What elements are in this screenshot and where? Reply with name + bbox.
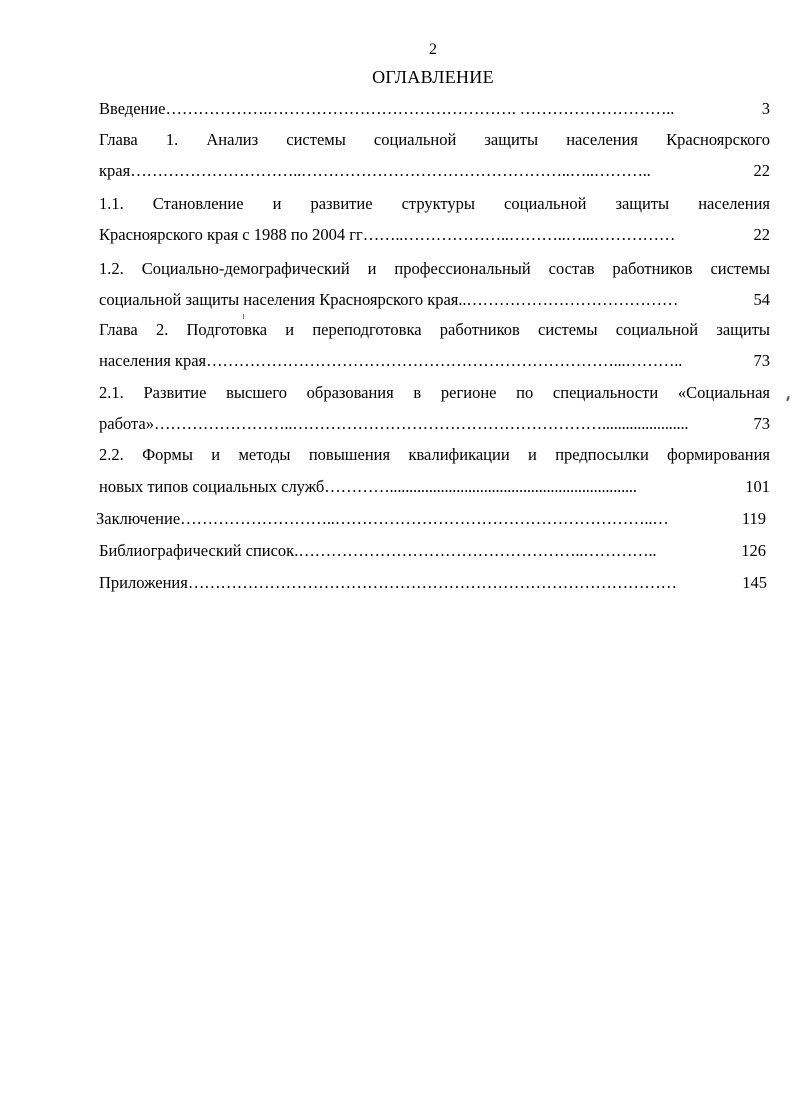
toc-entry-section-2-1-line-2 — [99, 413, 770, 435]
toc-entry-section-2-1-line-1: 2.1. Развитие высшего образования в регионе по специальности «Социальная — [99, 383, 770, 402]
toc-entry-chapter-1-line-1: Глава 1. Анализ системы социальной защиты населения Красноярского — [99, 130, 770, 149]
toc-entry-chapter-2-line-1: Глава 2. Подготовка и переподготовка работников системы социальной защиты — [99, 320, 770, 339]
toc-entry-page: 22 — [753, 225, 770, 244]
toc-entry-chapter-2-line-2 — [99, 350, 770, 372]
toc-entry-page: 54 — [753, 290, 770, 309]
toc-entry-intro — [99, 98, 770, 120]
toc-entry-page: 73 — [753, 414, 770, 433]
toc-leader-dots: ……..………………..………..…...…………… — [362, 225, 676, 244]
toc-entry-label: Заключение — [96, 509, 181, 528]
toc-leader-dots: ……………………………………………..………….. — [298, 541, 657, 560]
toc-entry-label: работа» — [99, 414, 154, 433]
toc-entry-label: Красноярского края с 1988 по 2004 гг — [99, 225, 363, 244]
toc-entry-label: края — [99, 161, 131, 180]
toc-entry-label: населения края — [99, 351, 207, 370]
page-number: 2 — [429, 41, 437, 58]
toc-leader-dots: ..………………………………… — [458, 290, 679, 309]
toc-entry-page: 22 — [753, 161, 770, 180]
toc-leader-dots: …………………………………………………………………...……….. — [206, 351, 683, 370]
toc-entry-section-1-1-line-1: 1.1. Становление и развитие структуры социальной защиты населения — [99, 194, 770, 213]
toc-entry-label: Приложения — [99, 573, 188, 592]
toc-entry-section-1-1-line-2 — [99, 224, 770, 246]
toc-leader-dots: ……………………………………………………………………………… — [187, 573, 677, 592]
toc-entry-page: 101 — [745, 477, 770, 496]
toc-entry-section-2-2-line-1: 2.2. Формы и методы повышения квалификации и предпосылки формирования — [99, 445, 770, 464]
toc-entry-page: 119 — [741, 509, 766, 528]
toc-entry-label: новых типов социальных служб — [99, 477, 325, 496]
toc-entry-section-2-2-line-2 — [99, 476, 770, 498]
toc-entry-bibliography — [99, 540, 766, 562]
toc-entry-label: Библиографический список. — [99, 541, 299, 560]
toc-entry-conclusion — [96, 508, 766, 530]
page-title: ОГЛАВЛЕНИЕ — [372, 67, 494, 87]
toc-entry-section-1-2-line-1: 1.2. Социально-демографический и профессиональный состав работников системы — [99, 259, 770, 278]
toc-entry-chapter-1-line-2 — [99, 160, 770, 182]
toc-entry-page: 145 — [742, 573, 767, 592]
scan-speck — [786, 396, 790, 401]
toc-entry-section-1-2-line-2 — [99, 289, 770, 311]
toc-entry-page: 3 — [761, 99, 770, 118]
toc-entry-page: 126 — [741, 541, 766, 560]
toc-entry-label: Введение — [99, 99, 166, 118]
toc-leader-dots: ……………….………………………………………. ……………………….. — [165, 99, 675, 118]
toc-leader-dots: ……………………..…………………………………………………...................... — [154, 414, 689, 433]
toc-entry-appendices — [99, 572, 767, 594]
toc-leader-dots: …………............................................................... — [324, 477, 637, 496]
toc-entry-label: социальной защиты населения Красноярского края — [99, 290, 459, 309]
toc-leader-dots: ………………………..…………………………………………………..… — [180, 509, 669, 528]
toc-leader-dots: …………………………..…………………………………………..…..……….. — [130, 161, 651, 180]
toc-entry-page: 73 — [753, 351, 770, 370]
